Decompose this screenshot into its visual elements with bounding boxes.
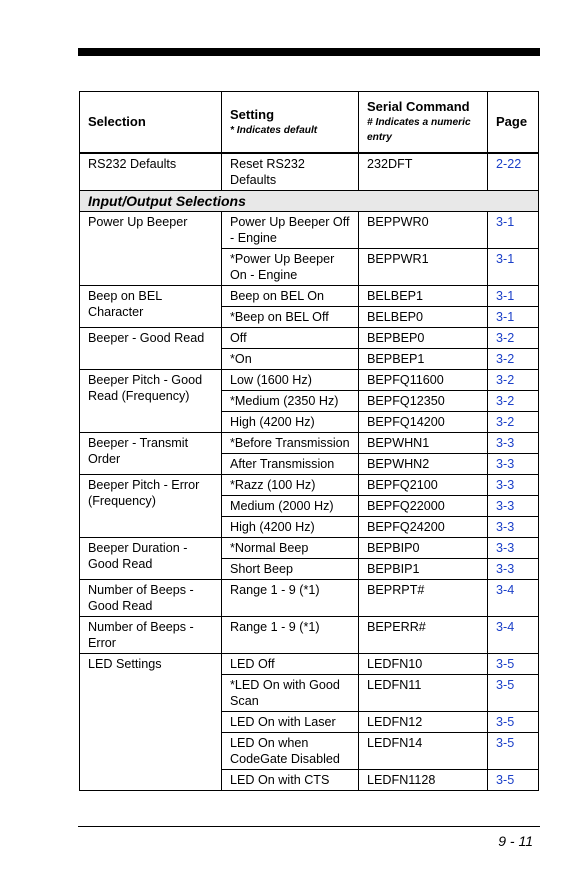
command-cell: BEPFQ12350 <box>359 391 488 412</box>
selection-cell: Beeper Duration - Good Read <box>80 538 222 580</box>
page-link[interactable]: 3-5 <box>488 770 539 791</box>
command-cell: LEDFN11 <box>359 675 488 712</box>
header-serial-note: # Indicates a numeric entry <box>367 117 471 143</box>
command-cell: BEPBEP1 <box>359 349 488 370</box>
command-cell: BEPFQ11600 <box>359 370 488 391</box>
table-body <box>80 153 539 791</box>
command-cell: BELBEP1 <box>359 286 488 307</box>
table-row <box>80 370 539 391</box>
command-cell: BEPFQ24200 <box>359 517 488 538</box>
selection-cell: Beeper Pitch - Error (Frequency) <box>80 475 222 538</box>
table-row <box>80 286 539 307</box>
selection-cell: Power Up Beeper <box>80 212 222 286</box>
top-rule <box>78 48 540 56</box>
header-page: Page <box>488 92 539 154</box>
header-setting-label: Setting <box>230 106 275 122</box>
selection-cell: Beeper Pitch - Good Read (Frequency) <box>80 370 222 433</box>
page-link[interactable]: 2-22 <box>488 153 539 191</box>
page-link[interactable]: 3-1 <box>488 212 539 249</box>
command-cell: BEPBIP1 <box>359 559 488 580</box>
command-cell: LEDFN14 <box>359 733 488 770</box>
command-cell: BEPPWR0 <box>359 212 488 249</box>
page-link[interactable]: 3-3 <box>488 475 539 496</box>
page-link[interactable]: 3-3 <box>488 538 539 559</box>
page-link[interactable]: 3-1 <box>488 249 539 286</box>
setting-cell: *Power Up Beeper On - Engine <box>222 249 359 286</box>
table-row <box>80 475 539 496</box>
section-row <box>80 191 539 212</box>
header-setting <box>222 92 359 154</box>
setting-cell: High (4200 Hz) <box>222 412 359 433</box>
page-link[interactable]: 3-3 <box>488 517 539 538</box>
command-cell: LEDFN12 <box>359 712 488 733</box>
page-link[interactable]: 3-2 <box>488 349 539 370</box>
command-cell: BEPPWR1 <box>359 249 488 286</box>
setting-cell: Range 1 - 9 (*1) <box>222 580 359 617</box>
setting-cell: After Transmission <box>222 454 359 475</box>
page-link[interactable]: 3-5 <box>488 733 539 770</box>
page-link[interactable]: 3-3 <box>488 496 539 517</box>
header-serial-label: Serial Command <box>367 99 470 114</box>
table-row <box>80 212 539 249</box>
command-cell: BEPFQ22000 <box>359 496 488 517</box>
table-row <box>80 328 539 349</box>
command-cell: BEPBIP0 <box>359 538 488 559</box>
setting-cell: *Medium (2350 Hz) <box>222 391 359 412</box>
selection-cell: Beeper - Transmit Order <box>80 433 222 475</box>
table-row <box>80 617 539 654</box>
page-link[interactable]: 3-2 <box>488 412 539 433</box>
setting-cell: Low (1600 Hz) <box>222 370 359 391</box>
page-link[interactable]: 3-1 <box>488 307 539 328</box>
command-cell: LEDFN1128 <box>359 770 488 791</box>
command-cell: BEPRPT# <box>359 580 488 617</box>
setting-cell: Power Up Beeper Off - Engine <box>222 212 359 249</box>
page-link[interactable]: 3-3 <box>488 454 539 475</box>
selection-cell: Beeper - Good Read <box>80 328 222 370</box>
page-link[interactable]: 3-3 <box>488 433 539 454</box>
page-link[interactable]: 3-4 <box>488 580 539 617</box>
setting-cell: Reset RS232 Defaults <box>222 153 359 191</box>
setting-cell: Medium (2000 Hz) <box>222 496 359 517</box>
bottom-rule <box>78 826 540 827</box>
page-link[interactable]: 3-1 <box>488 286 539 307</box>
section-title: Input/Output Selections <box>80 191 539 212</box>
setting-cell: *LED On with Good Scan <box>222 675 359 712</box>
setting-cell: *Before Transmission <box>222 433 359 454</box>
serial-command-table <box>79 91 539 791</box>
command-cell: BELBEP0 <box>359 307 488 328</box>
command-cell: 232DFT <box>359 153 488 191</box>
table-row <box>80 580 539 617</box>
command-cell: BEPFQ2100 <box>359 475 488 496</box>
setting-cell: LED On with CTS <box>222 770 359 791</box>
selection-cell: Number of Beeps - Good Read <box>80 580 222 617</box>
setting-cell: LED On when CodeGate Disabled <box>222 733 359 770</box>
header-row <box>80 92 539 154</box>
setting-cell: LED Off <box>222 654 359 675</box>
selection-cell: RS232 Defaults <box>80 153 222 191</box>
header-serial-command <box>359 92 488 154</box>
setting-cell: LED On with Laser <box>222 712 359 733</box>
page-link[interactable]: 3-5 <box>488 654 539 675</box>
command-cell: BEPWHN2 <box>359 454 488 475</box>
page-link[interactable]: 3-5 <box>488 675 539 712</box>
command-cell: BEPWHN1 <box>359 433 488 454</box>
setting-cell: *Normal Beep <box>222 538 359 559</box>
command-cell: BEPFQ14200 <box>359 412 488 433</box>
command-cell: BEPERR# <box>359 617 488 654</box>
selection-cell: Beep on BEL Character <box>80 286 222 328</box>
page-link[interactable]: 3-2 <box>488 391 539 412</box>
setting-cell: High (4200 Hz) <box>222 517 359 538</box>
page-link[interactable]: 3-2 <box>488 328 539 349</box>
table-row <box>80 538 539 559</box>
setting-cell: Short Beep <box>222 559 359 580</box>
table-row <box>80 153 539 191</box>
command-cell: BEPBEP0 <box>359 328 488 349</box>
page-link[interactable]: 3-4 <box>488 617 539 654</box>
table-row <box>80 654 539 675</box>
table-row <box>80 433 539 454</box>
page-link[interactable]: 3-5 <box>488 712 539 733</box>
setting-cell: *Razz (100 Hz) <box>222 475 359 496</box>
selection-cell: Number of Beeps - Error <box>80 617 222 654</box>
page-number: 9 - 11 <box>498 833 533 849</box>
setting-cell: Off <box>222 328 359 349</box>
command-cell: LEDFN10 <box>359 654 488 675</box>
setting-cell: Beep on BEL On <box>222 286 359 307</box>
setting-cell: Range 1 - 9 (*1) <box>222 617 359 654</box>
setting-cell: *On <box>222 349 359 370</box>
selection-cell: LED Settings <box>80 654 222 791</box>
page-link[interactable]: 3-3 <box>488 559 539 580</box>
header-setting-note: * Indicates default <box>230 124 318 136</box>
setting-cell: *Beep on BEL Off <box>222 307 359 328</box>
page-link[interactable]: 3-2 <box>488 370 539 391</box>
header-selection: Selection <box>80 92 222 154</box>
